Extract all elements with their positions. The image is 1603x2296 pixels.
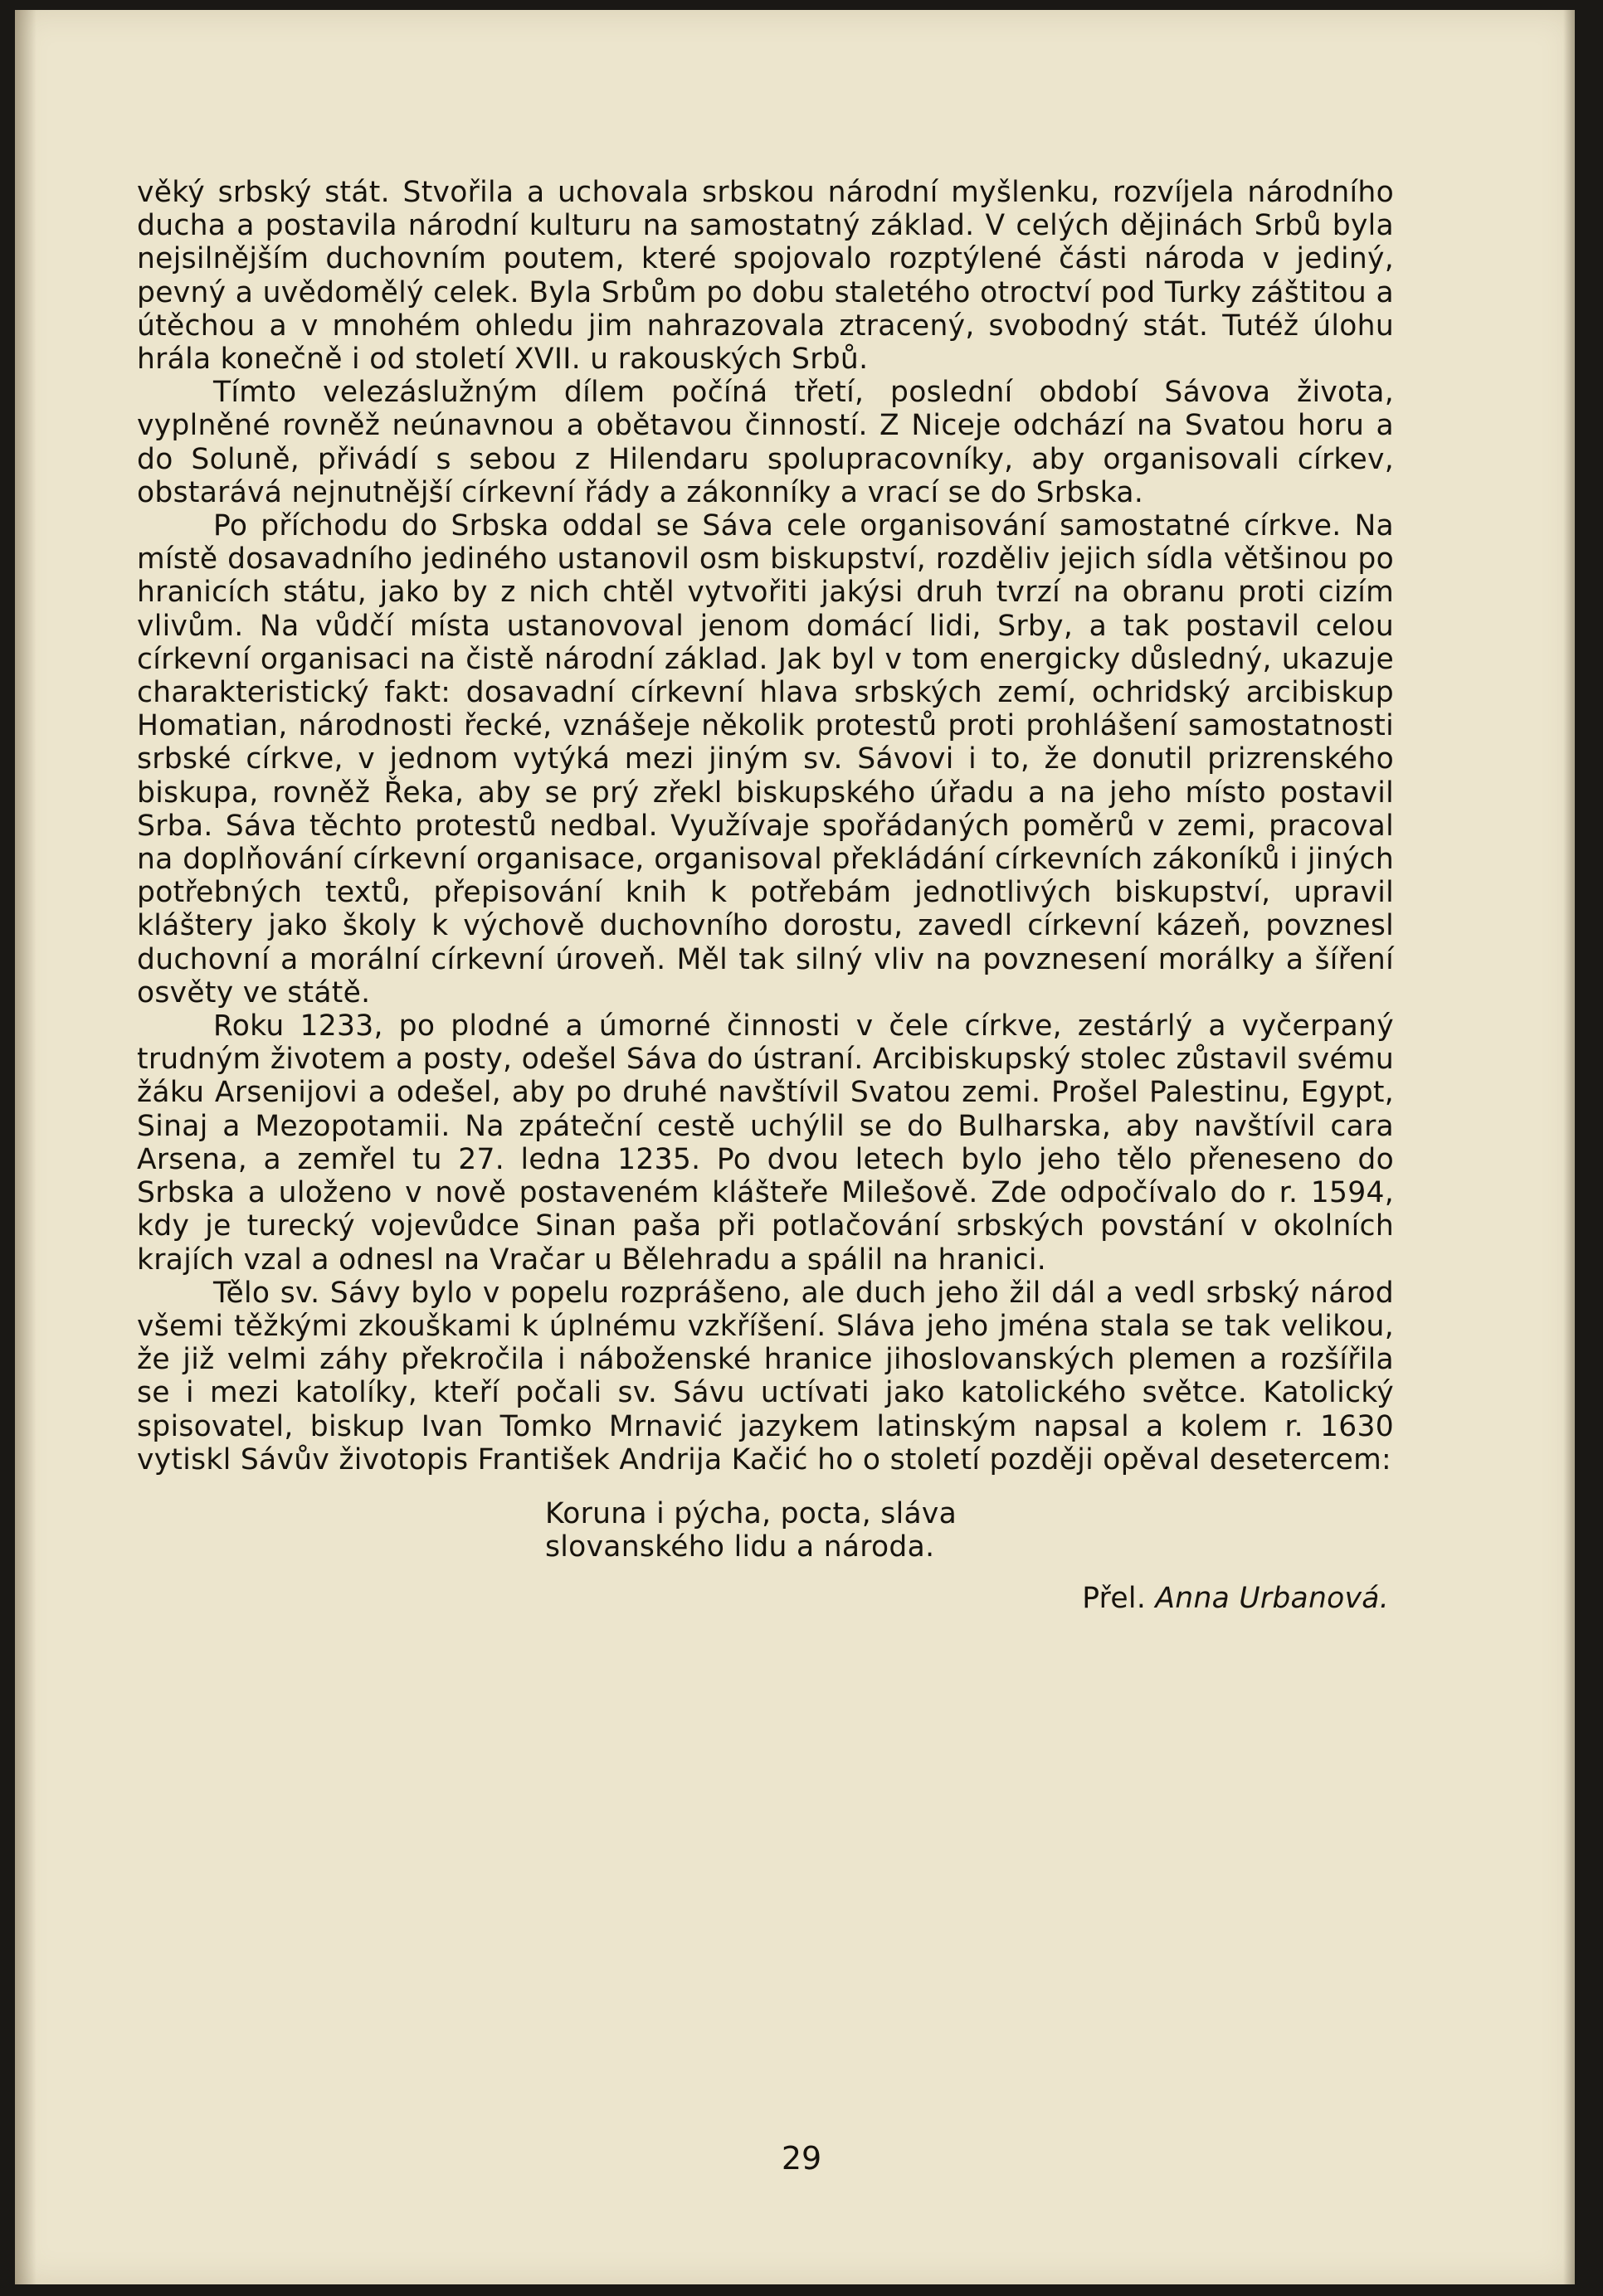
paragraph-4: Roku 1233, po plodné a úmorné činnosti v čele církve, zestárlý a vyčerpaný trudným životem a posty, odešel Sáva do ústraní. Arcibiskupský stolec zůstavil svému žáku Arsenijovi a odešel, aby po druhé navštívil Svatou zemi. Prošel Palestinu, Egypt, Sinaj a Mezopotamii. Na zpáteční cestě uchýlil se do Bulharska, aby navštívil cara Arsena, a zemřel tu 27. ledna 1235. Po dvou letech bylo jeho tělo přeneseno do Srbska a uloženo v nově postaveném klášteře Milešově. Zde odpočívalo do r. 1594, kdy je turecký vojevůdce Sinan paša při potlačování srbských povstání v okolních krajích vzal a odnesl na Vračar u Bělehradu a spálil na hranici.: [137, 1009, 1394, 1277]
paragraph-2: Tímto velezáslužným dílem počíná třetí, poslední období Sávova života, vyplněné rovněž neúnavnou a obětavou činností. Z Niceje odchází na Svatou horu a do Soluně, přivádí s sebou z Hilendaru spolupracovníky, aby organisovali církev, obstarává nejnutnější církevní řády a zákonníky a vrací se do Srbska.: [137, 376, 1394, 509]
paragraph-3: Po příchodu do Srbska oddal se Sáva cele organisování samostatné církve. Na místě dosavadního jediného ustanovil osm biskupství, rozděliv jejich sídla většinou po hranicích státu, jako by z nich chtěl vytvořiti jakýsi druh tvrzí na obranu proti cizím vlivům. Na vůdčí místa ustanovoval jenom domácí lidi, Srby, a tak postavil celou církevní organisaci na čistě národní základ. Jak byl v tom energicky důsledný, ukazuje charakteristický fakt: dosavadní církevní hlava srbských zemí, ochridský arcibiskup Homatian, národnosti řecké, vznášeje několik protestů proti prohlášení samostatnosti srbské církve, v jednom vytýká mezi jiným sv. Sávovi i to, že donutil prizrenského biskupa, rovněž Řeka, aby se prý zřekl biskupského úřadu a na jeho místo postavil Srba. Sáva těchto protestů nedbal. Využívaje spořádaných poměrů v zemi, pracoval na doplňování církevní organisace, organisoval překládání církevních zákoníků i jiných potřebných textů, přepisování knih k potřebám jednotlivých biskupství, upravil kláštery jako školy k výchově duchovního dorostu, zavedl církevní kázeň, povznesl duchovní a morální církevní úroveň. Měl tak silný vliv na povznesení morálky a šíření osvěty ve státě.: [137, 509, 1394, 1009]
body-text: [137, 176, 1394, 1615]
verse-quote: [545, 1497, 1394, 1564]
page-number: 29: [781, 2140, 822, 2177]
signature-prefix: Přel.: [1082, 1581, 1147, 1615]
verse-line-1: Koruna i pýcha, pocta, sláva: [545, 1496, 957, 1530]
verse-line-2: slovanského lidu a národa.: [545, 1530, 935, 1564]
paragraph-1: věký srbský stát. Stvořila a uchovala srbskou národní myšlenku, rozvíjela národního ducha a postavila národní kulturu na samostatný základ. V celých dějinách Srbů byla nejsilnějším duchovním poutem, které spojovalo rozptýlené části národa v jediný, pevný a uvědomělý celek. Byla Srbům po dobu staletého otroctví pod Turky záštitou a útěchou a v mnohém ohledu jim nahrazovala ztracený, svobodný stát. Tutéž úlohu hrála konečně i od století XVII. u rakouských Srbů.: [137, 176, 1394, 377]
page-edge-shadow: [1563, 10, 1575, 2284]
binding-shadow: [15, 10, 37, 2284]
paragraph-5: Tělo sv. Sávy bylo v popelu rozprášeno, ale duch jeho žil dál a vedl srbský národ všemi těžkými zkouškami k úplnému vzkříšení. Sláva jeho jména stala se tak velikou, že již velmi záhy překročila i náboženské hranice jihoslovanských plemen a rozšířila se i mezi katolíky, kteří počali sv. Sávu uctívati jako katolického světce. Katolický spisovatel, biskup Ivan Tomko Mrnavić jazykem latinským napsal a kolem r. 1630 vytiskl Sávův životopis František Andrija Kačić ho o století později opěval desetercem:: [137, 1276, 1394, 1476]
translator-signature: [137, 1582, 1394, 1615]
translator-name: Anna Urbanová.: [1155, 1581, 1389, 1615]
